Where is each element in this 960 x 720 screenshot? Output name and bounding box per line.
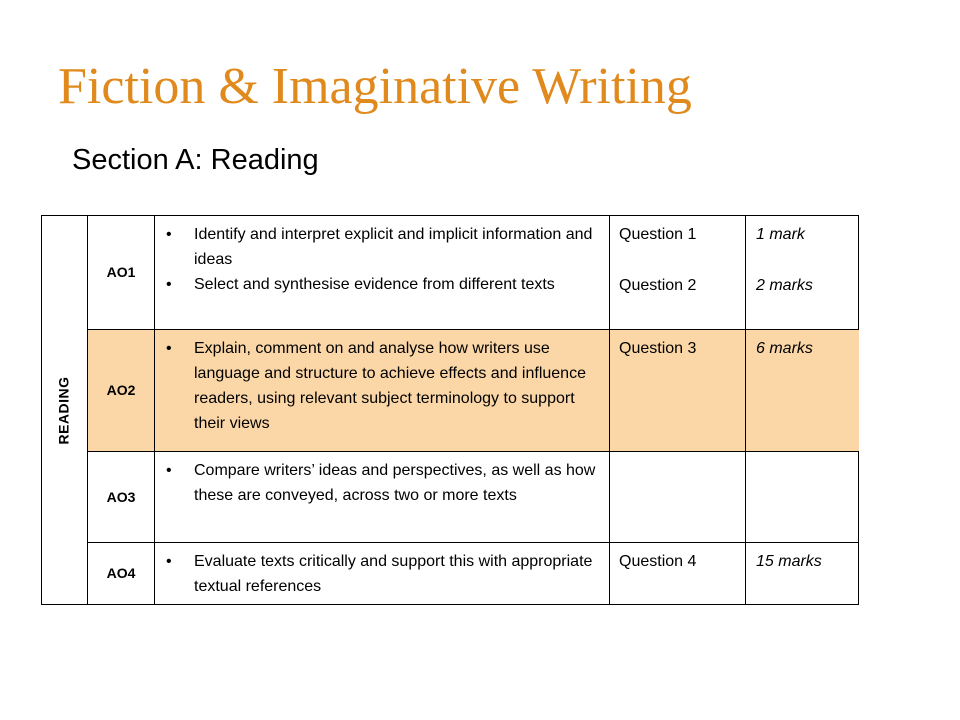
assessment-objectives-table xyxy=(41,215,859,604)
ao-cell: AO3 xyxy=(87,452,154,543)
ao-cell: AO4 xyxy=(87,543,154,605)
slide-title: Fiction & Imaginative Writing xyxy=(58,58,692,115)
skill-item: • Compare writers’ ideas and perspectives, as well as how these are conveyed, across two or more texts xyxy=(163,458,597,508)
skills-cell xyxy=(154,452,609,543)
marks-cell xyxy=(745,330,859,452)
skills-cell xyxy=(154,543,609,605)
skills-cell xyxy=(154,330,609,452)
marks-label: 15 marks xyxy=(756,553,822,570)
marks-cell xyxy=(745,452,859,543)
skills-cell xyxy=(154,216,609,330)
marks-cell xyxy=(745,543,859,605)
question-cell xyxy=(609,216,745,330)
marks-cell xyxy=(745,216,859,330)
skill-item: • Evaluate texts critically and support this with appropriate textual references xyxy=(163,549,597,599)
marks-label: 6 marks xyxy=(756,340,813,357)
question-label: Question 4 xyxy=(619,553,697,570)
marks-label: 2 marks xyxy=(756,277,813,294)
question-label: Question 1 xyxy=(619,226,697,243)
slide-subtitle: Section A: Reading xyxy=(72,144,319,176)
question-cell xyxy=(609,330,745,452)
question-cell xyxy=(609,452,745,543)
ao-cell: AO1 xyxy=(87,216,154,330)
ao-cell: AO2 xyxy=(87,330,154,452)
skill-item: • Select and synthesise evidence from different texts xyxy=(163,272,597,297)
skill-item: • Identify and interpret explicit and implicit information and ideas xyxy=(163,222,597,272)
reading-section-label: READING xyxy=(56,375,72,445)
marks-label: 1 mark xyxy=(756,226,805,243)
question-label: Question 3 xyxy=(619,340,697,357)
reading-section-cell xyxy=(41,216,87,605)
skill-item: • Explain, comment on and analyse how writers use language and structure to achieve effects and influence readers, using relevant subject terminology to support their views xyxy=(163,336,597,436)
question-label: Question 2 xyxy=(619,277,697,294)
question-cell xyxy=(609,543,745,605)
